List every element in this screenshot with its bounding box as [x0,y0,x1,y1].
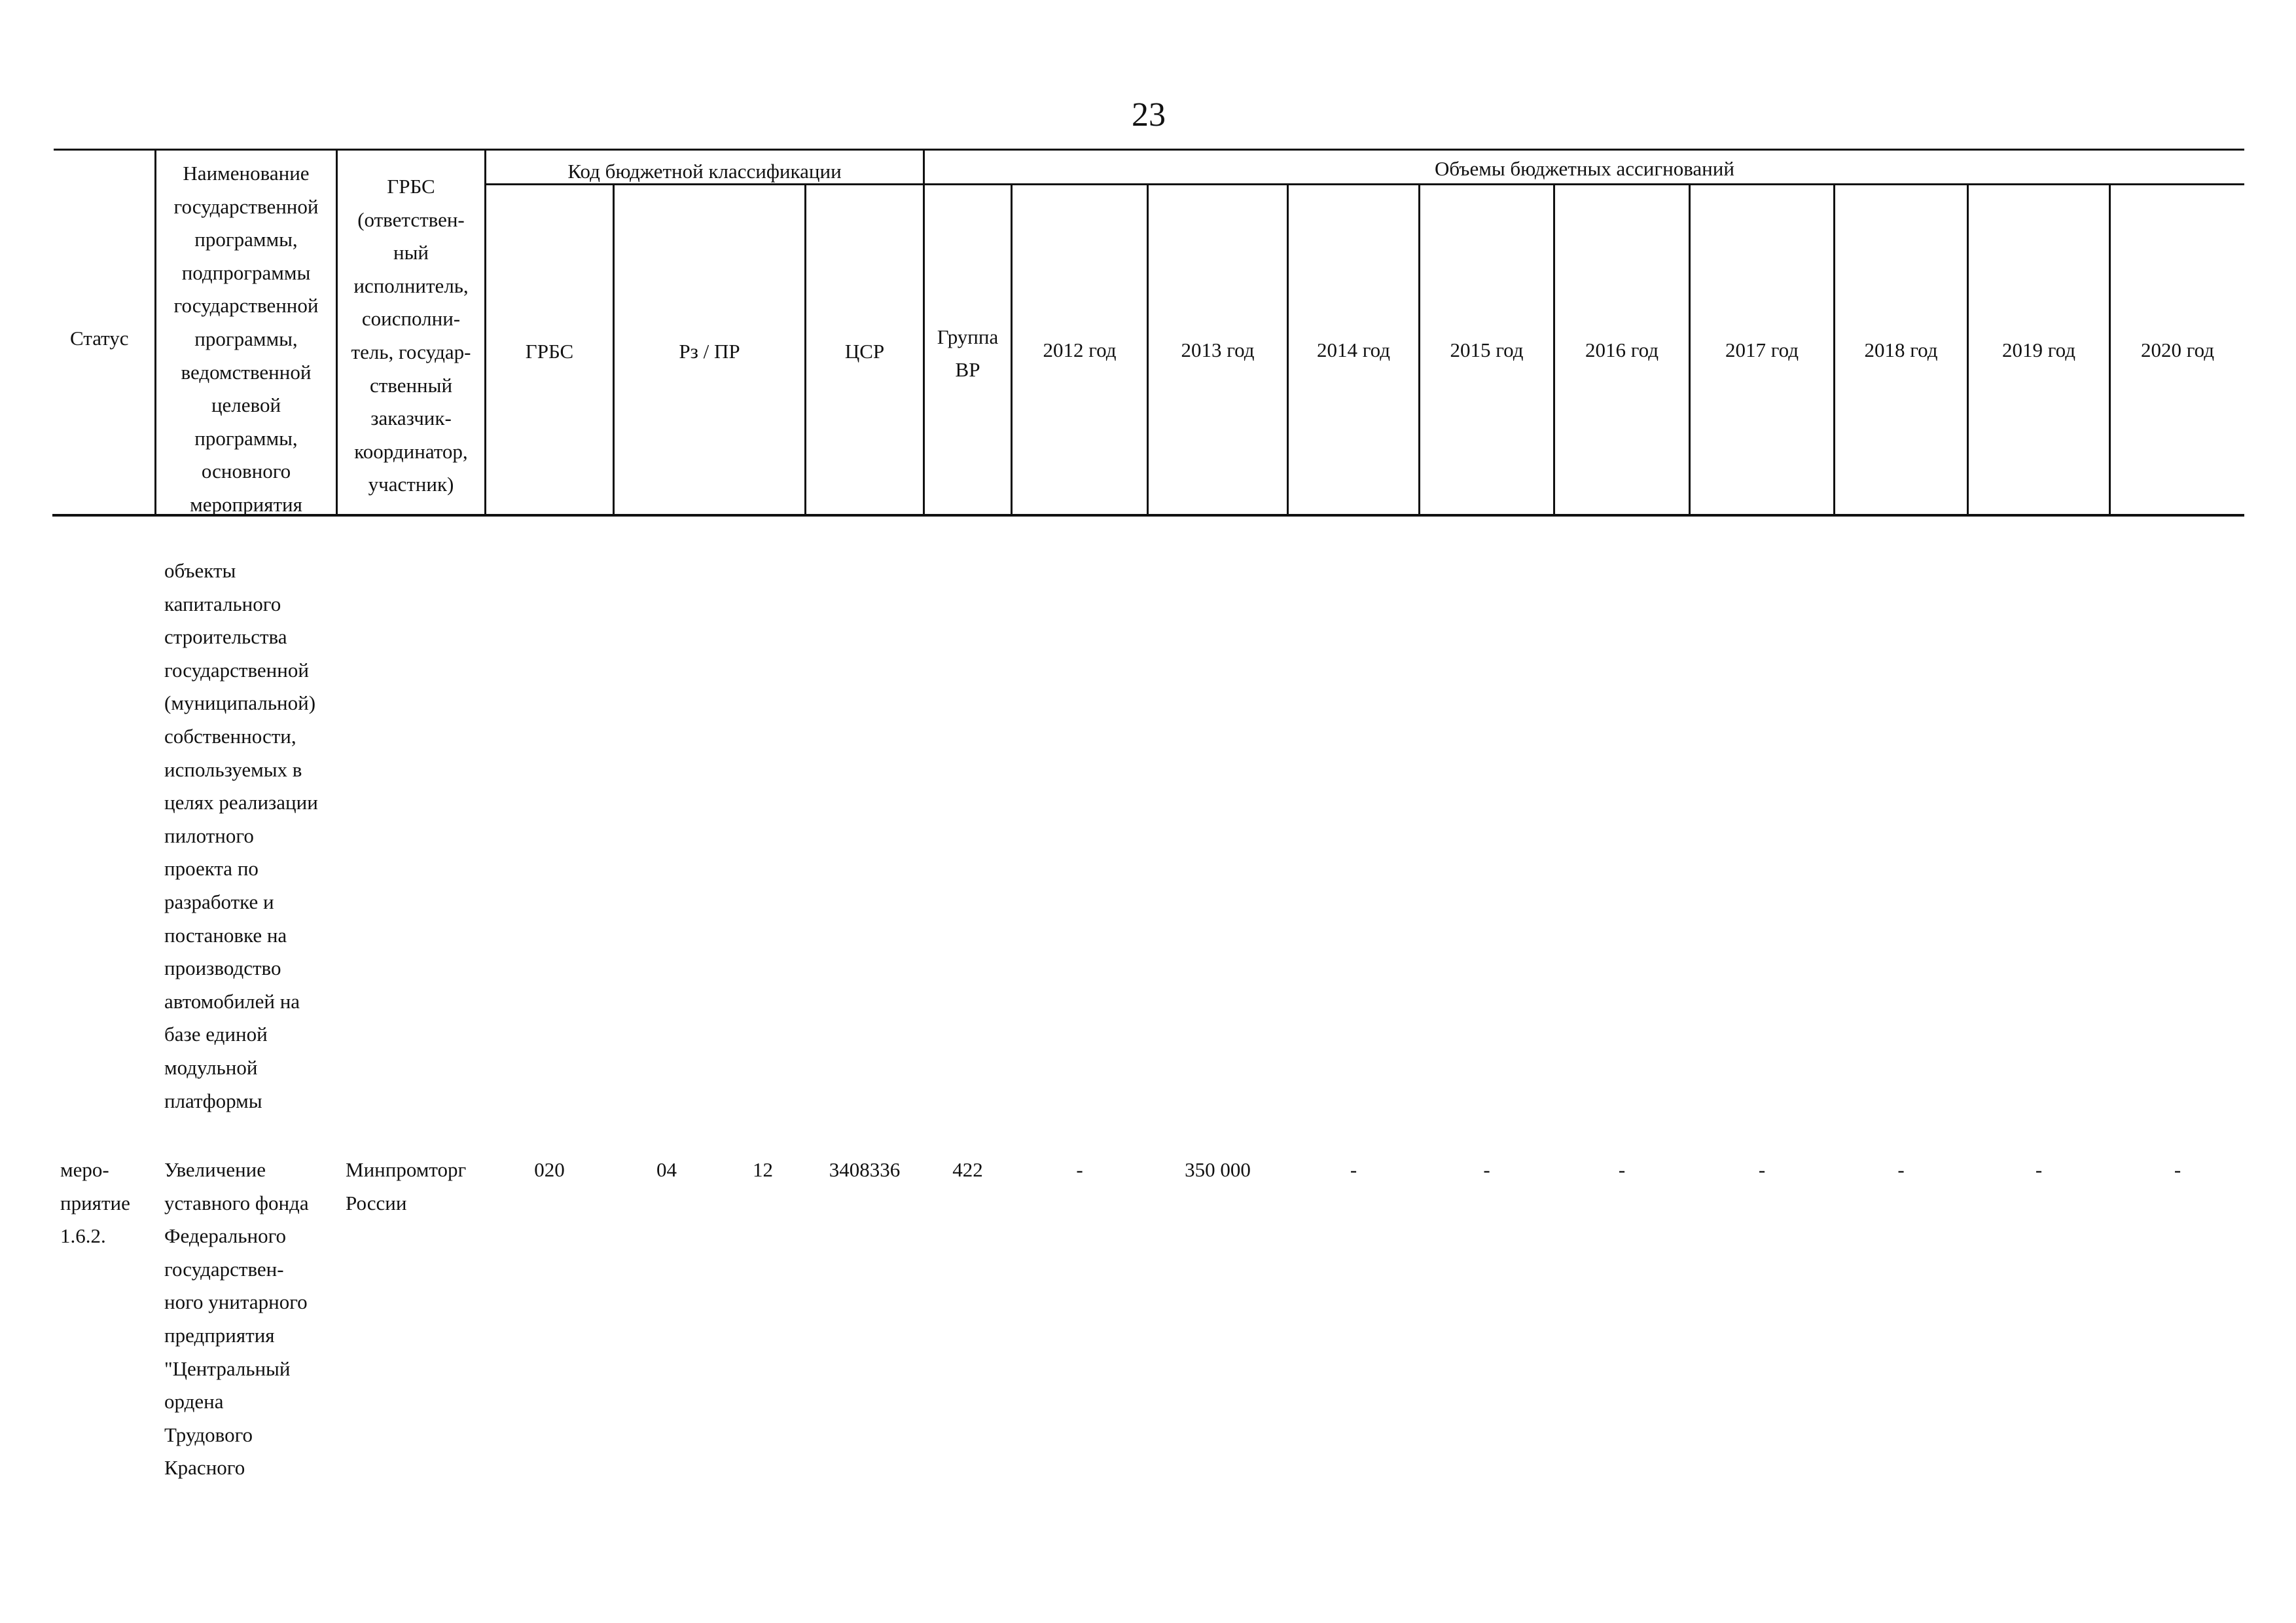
row2-value-2018: - [1897,1158,1905,1181]
header-year-2015: 2015 год [1450,338,1524,361]
col-divider [484,149,486,516]
header-code-rzpr: Рз / ПР [679,340,740,363]
row2-value-2013: 350 000 [1185,1158,1251,1181]
header-year-2020: 2020 год [2140,338,2215,361]
row2-value-2014: - [1350,1158,1357,1181]
row2-value-2019: - [2035,1158,2043,1181]
row2-grbs-responsible: Минпромторг России [346,1158,467,1214]
header-year-2016: 2016 год [1585,338,1659,361]
table-top-border [54,149,2244,151]
row2-value-2017: - [1758,1158,1766,1181]
row2-code-vr: 422 [952,1158,983,1181]
row1-name: объекты капитального строительства государственной (муниципальной) собственности, используемых в целях реализации пилотного проекта по разработке и постановке на производство автомобилей на базе единой модульной платформы [164,559,318,1112]
header-name: Наименование государственной программы, подпрограммы государственной программы, ведомственной целевой программы, основного мероприятия [173,162,319,516]
header-year-2018: 2018 год [1864,338,1938,361]
header-year-2012: 2012 год [1043,338,1117,361]
row2-value-2012: - [1076,1158,1083,1181]
row2-status: меро- приятие 1.6.2. [60,1158,130,1248]
row2-name: Увеличение уставного фонда Федерального государствен- ного унитарного предприятия "Центральный ордена Трудового Красного [164,1158,309,1480]
header-year-2014: 2014 год [1316,338,1391,361]
header-year-2017: 2017 год [1725,338,1799,361]
header-code-grbs: ГРБС [525,340,574,363]
page-number: 23 [1132,96,1166,134]
header-volumes-group: Объемы бюджетных ассигнований [1435,157,1734,180]
row2-value-2016: - [1618,1158,1626,1181]
header-year-2019: 2019 год [2001,338,2076,361]
row2-code-rz: 04 [656,1158,677,1181]
row2-code-grbs: 020 [534,1158,565,1181]
header-code-vr: Группа ВР [937,325,999,381]
row2-value-2020: - [2174,1158,2181,1181]
row2-value-2015: - [1483,1158,1490,1181]
header-year-2013: 2013 год [1181,338,1255,361]
header-code-group: Код бюджетной классификации [567,160,842,183]
row2-code-pr: 12 [753,1158,773,1181]
header-status: Статус [70,327,129,350]
header-grbs-responsible: ГРБС (ответствен- ный исполнитель, соисполни- тель, государ- ственный заказчик- координатор, участник) [351,175,471,496]
header-code-csr: ЦСР [844,340,885,363]
row2-code-csr: 3408336 [829,1158,901,1181]
